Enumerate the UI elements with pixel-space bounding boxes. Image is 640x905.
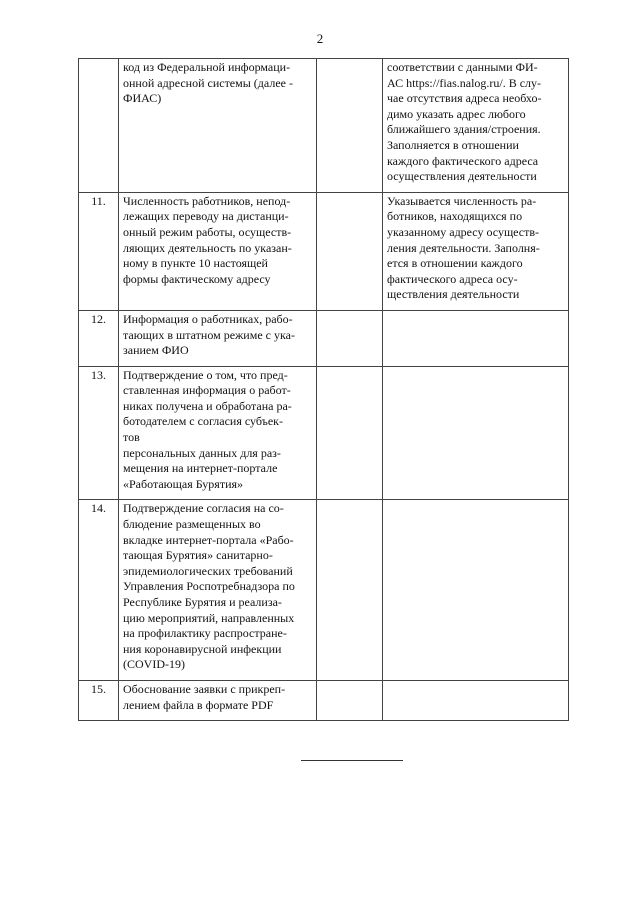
field-name-line: Подтверждение о том, что пред- bbox=[123, 367, 288, 382]
table-row bbox=[79, 59, 569, 193]
field-name-line: лежащих переводу на дистанци- bbox=[123, 209, 289, 224]
row-number-cell: 15. bbox=[79, 680, 119, 720]
field-name-line: (COVID-19) bbox=[123, 657, 185, 672]
row-number-cell: 11. bbox=[79, 192, 119, 310]
note-line: димо указать адрес любого bbox=[387, 106, 526, 121]
field-name-line: Республике Бурятия и реализа- bbox=[123, 595, 282, 609]
field-value-cell[interactable] bbox=[317, 192, 383, 310]
field-name-line: ботодателем с согласия субъек- bbox=[123, 414, 284, 429]
page-number: 2 bbox=[316, 31, 324, 46]
note-line: фактического адреса осу- bbox=[387, 271, 518, 286]
field-value-cell[interactable] bbox=[317, 59, 383, 193]
field-value-cell[interactable] bbox=[317, 500, 383, 681]
note-cell bbox=[383, 680, 569, 720]
field-name-line: Численность работников, непод- bbox=[123, 193, 291, 208]
form-table-body bbox=[79, 59, 569, 721]
field-name-line: онной адресной системы (далее - bbox=[123, 75, 293, 90]
field-name-line: Подтверждение согласия на со- bbox=[123, 501, 284, 516]
note-line: ближайшего здания/строения. bbox=[387, 122, 541, 137]
field-name-line: никах получена и обработана ра- bbox=[123, 398, 292, 413]
note-line: каждого фактического адреса bbox=[387, 153, 539, 168]
closing-divider-line bbox=[301, 760, 403, 761]
field-name-cell bbox=[119, 500, 317, 681]
note-line: чае отсутствия адреса необхо- bbox=[387, 91, 542, 106]
field-name-line: ляющих деятельность по указан- bbox=[123, 240, 292, 255]
field-name-line: Обоснование заявки с прикреп- bbox=[123, 681, 286, 696]
table-row bbox=[79, 192, 569, 310]
field-name-line: вкладке интернет-портала «Рабо- bbox=[123, 532, 294, 547]
field-name-line: персональных данных для раз- bbox=[123, 445, 281, 460]
field-name-cell bbox=[119, 310, 317, 366]
field-value-cell[interactable] bbox=[317, 310, 383, 366]
field-name-line: блюдение размещенных во bbox=[123, 517, 261, 532]
field-name-line: эпидемиологических требований bbox=[123, 563, 293, 578]
note-cell bbox=[383, 59, 569, 193]
note-cell bbox=[383, 366, 569, 500]
table-row bbox=[79, 366, 569, 500]
field-name-line: тов bbox=[123, 430, 140, 445]
note-line: осуществления деятельности bbox=[387, 169, 537, 184]
note-cell bbox=[383, 500, 569, 681]
row-number-cell: 12. bbox=[79, 310, 119, 366]
field-name-cell bbox=[119, 366, 317, 500]
row-number-cell bbox=[79, 59, 119, 193]
field-name-line: мещения на интернет-портале bbox=[123, 461, 278, 476]
field-name-cell bbox=[119, 59, 317, 193]
field-name-line: онный режим работы, осуществ- bbox=[123, 224, 292, 239]
table-row bbox=[79, 310, 569, 366]
field-name-line: на профилактику распростране- bbox=[123, 626, 287, 641]
field-name-line: ному в пункте 10 настоящей bbox=[123, 256, 268, 271]
field-name-line: код из Федеральной информаци- bbox=[123, 60, 291, 74]
field-name-cell bbox=[119, 192, 317, 310]
form-table bbox=[78, 58, 569, 721]
field-name-line: формы фактическому адресу bbox=[123, 271, 271, 286]
field-name-line: ния коронавирусной инфекции bbox=[123, 641, 282, 656]
note-line: АС https://fias.nalog.ru/. В слу- bbox=[387, 75, 542, 90]
field-name-line: тающая Бурятия» санитарно- bbox=[123, 548, 273, 563]
field-value-cell[interactable] bbox=[317, 680, 383, 720]
field-name-line: ФИАС) bbox=[123, 91, 162, 106]
note-line: Указывается численность ра- bbox=[387, 193, 537, 208]
field-name-line: Информация о работниках, рабо- bbox=[123, 311, 293, 326]
row-number-cell: 13. bbox=[79, 366, 119, 500]
note-line: Заполняется в отношении bbox=[387, 137, 519, 152]
field-name-cell bbox=[119, 680, 317, 720]
field-name-line: «Работающая Бурятия» bbox=[123, 476, 244, 491]
field-value-cell[interactable] bbox=[317, 366, 383, 500]
note-line: ется в отношении каждого bbox=[387, 256, 523, 271]
note-line: указанному адресу осуществ- bbox=[387, 224, 540, 239]
table-row bbox=[79, 680, 569, 720]
row-number-cell: 14. bbox=[79, 500, 119, 681]
note-line: ботников, находящихся по bbox=[387, 209, 523, 224]
note-cell bbox=[383, 310, 569, 366]
field-name-line: Управления Роспотребнадзора по bbox=[123, 579, 295, 594]
field-name-line: лением файла в формате PDF bbox=[123, 697, 274, 712]
note-cell bbox=[383, 192, 569, 310]
table-row bbox=[79, 500, 569, 681]
note-line: ления деятельности. Заполня- bbox=[387, 240, 540, 255]
field-name-line: ставленная информация о работ- bbox=[123, 383, 291, 398]
field-name-line: цию мероприятий, направленных bbox=[123, 610, 295, 625]
field-name-line: тающих в штатном режиме с ука- bbox=[123, 327, 295, 342]
note-line: ществления деятельности bbox=[387, 287, 520, 302]
field-name-line: занием ФИО bbox=[123, 343, 189, 358]
note-line: соответствии с данными ФИ- bbox=[387, 60, 538, 74]
